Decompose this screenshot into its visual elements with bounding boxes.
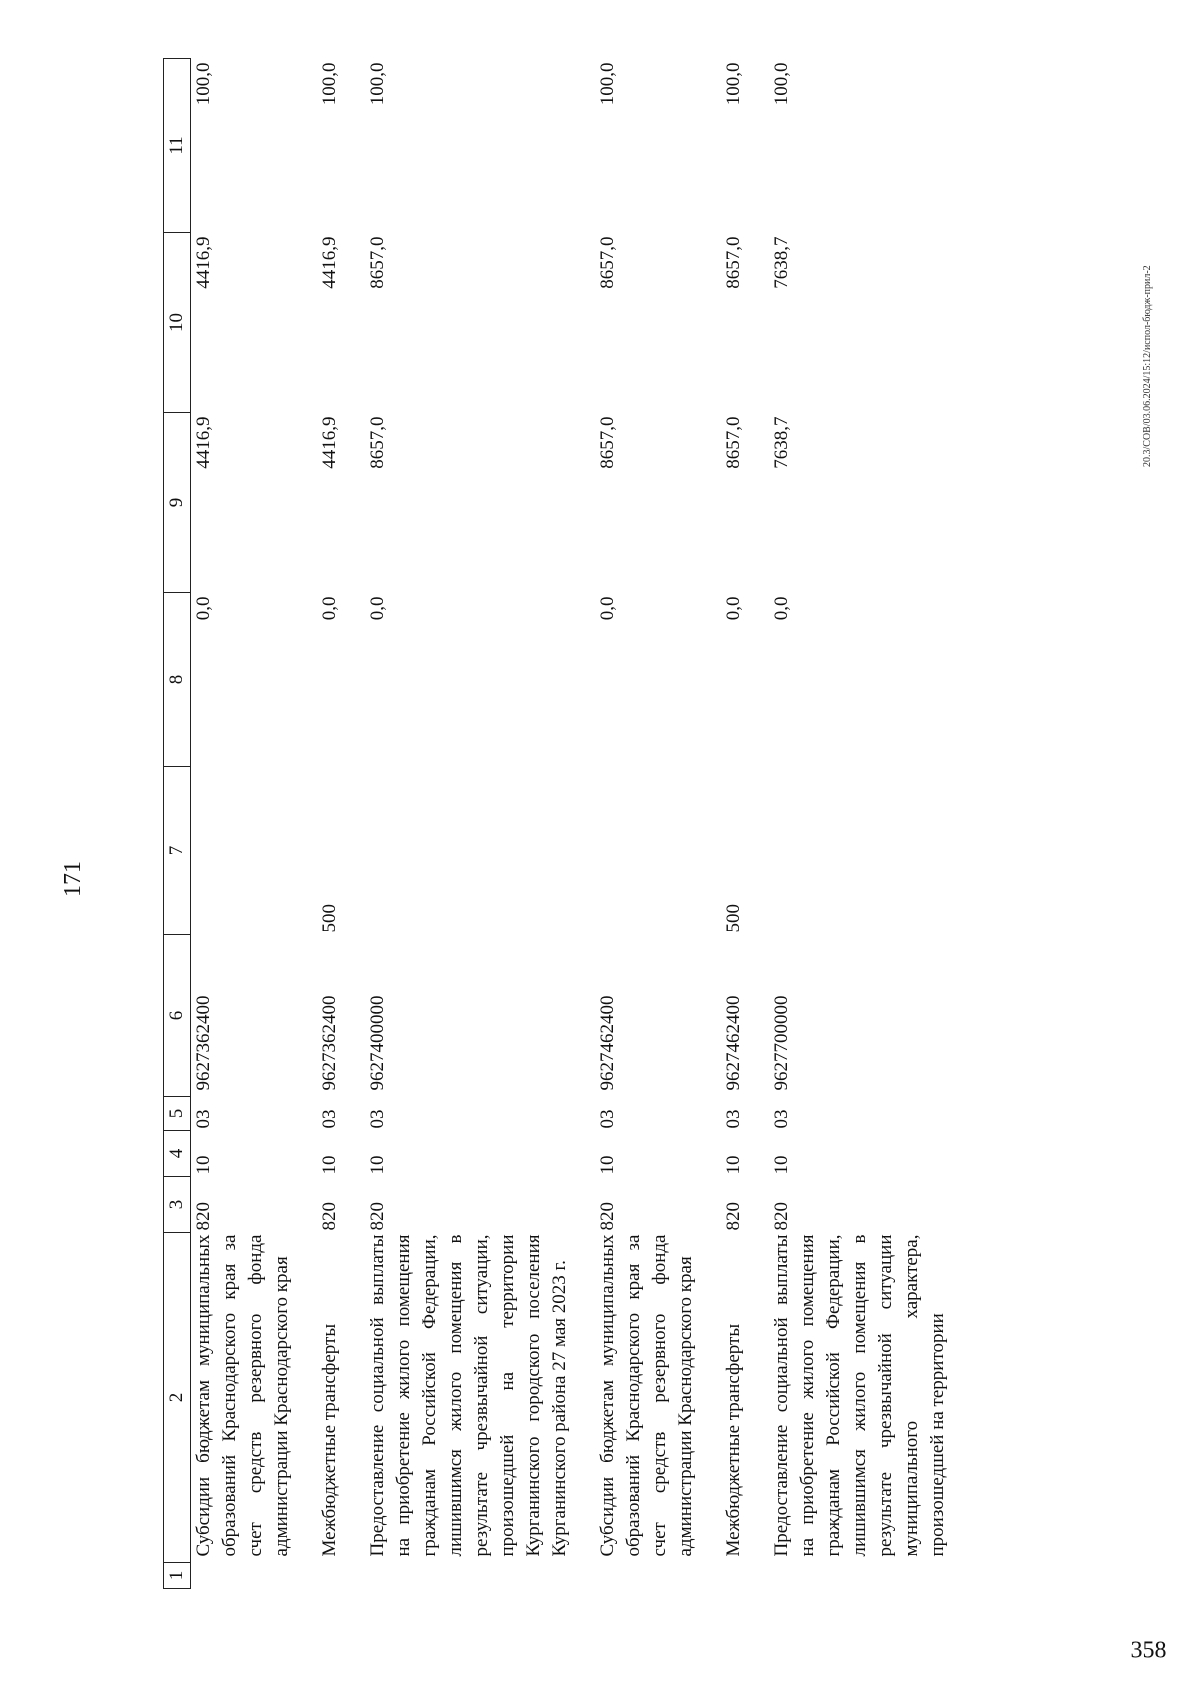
cell-description: Субсидии бюджетам муниципальных образований Краснодарского края за счет средств резервного фонда администрации Краснодарского края — [597, 1234, 696, 1557]
cell-col-3: 820 — [367, 1202, 388, 1231]
cell-col-5: 03 — [319, 1109, 340, 1129]
cell-col-3: 820 — [193, 1202, 214, 1231]
cell-col-8: 0,0 — [597, 596, 618, 621]
footer-document-code: 20.3/СОВ/03.06.2024/15:12/испол-бюдж-прил-2 — [1142, 265, 1153, 467]
cell-col-8: 0,0 — [771, 596, 792, 621]
header-col-7: 7 — [164, 767, 191, 935]
cell-col-11: 100,0 — [319, 62, 340, 106]
table-row — [721, 59, 769, 1589]
cell-col-11: 100,0 — [193, 62, 214, 106]
cell-col-5: 03 — [193, 1109, 214, 1129]
header-col-2: 2 — [164, 1233, 191, 1563]
cell-col-10: 8657,0 — [597, 236, 618, 289]
table-row — [317, 59, 365, 1589]
cell-target-article: 9627700000 — [771, 995, 792, 1091]
header-col-9: 9 — [164, 413, 191, 593]
header-col-11: 11 — [164, 59, 191, 233]
cell-expense-type — [365, 767, 595, 935]
cell-col-3: 820 — [597, 1202, 618, 1231]
cell-col-9: 8657,0 — [597, 416, 618, 469]
cell-col-4: 10 — [193, 1155, 214, 1175]
cell-col-11: 100,0 — [597, 62, 618, 106]
cell-target-article: 9627462400 — [723, 995, 744, 1091]
cell-col-8: 0,0 — [367, 596, 388, 621]
page-number: 171 — [60, 861, 86, 897]
header-col-3: 3 — [164, 1177, 191, 1233]
cell-expense-type — [769, 767, 951, 935]
cell-col-11: 100,0 — [367, 62, 388, 106]
cell-col-9: 8657,0 — [367, 416, 388, 469]
cell-col-5: 03 — [771, 1109, 792, 1129]
cell-expense-type: 500 — [723, 904, 744, 933]
table-row — [595, 59, 721, 1589]
cell-description: Межбюджетные трансферты — [723, 1323, 744, 1557]
cell-col-5: 03 — [723, 1109, 744, 1129]
header-col-5: 5 — [164, 1097, 191, 1131]
cell-col-8: 0,0 — [319, 596, 340, 621]
cell-col-1 — [191, 1563, 318, 1589]
table-row — [365, 59, 595, 1589]
cell-description: Межбюджетные трансферты — [319, 1323, 340, 1557]
cell-col-8: 0,0 — [193, 596, 214, 621]
cell-col-10: 8657,0 — [367, 236, 388, 289]
cell-col-10: 4416,9 — [319, 236, 340, 289]
header-col-8: 8 — [164, 593, 191, 767]
table-row — [191, 59, 318, 1589]
cell-col-4: 10 — [771, 1155, 792, 1175]
table-row — [769, 59, 951, 1589]
cell-col-10: 8657,0 — [723, 236, 744, 289]
cell-expense-type — [191, 767, 318, 935]
header-col-1: 1 — [164, 1563, 191, 1589]
cell-col-4: 10 — [367, 1155, 388, 1175]
header-col-6: 6 — [164, 935, 191, 1097]
sheet-number: 358 — [1130, 1637, 1167, 1664]
cell-col-1 — [365, 1563, 595, 1589]
cell-col-4: 10 — [723, 1155, 744, 1175]
cell-col-4: 10 — [597, 1155, 618, 1175]
cell-col-8: 0,0 — [723, 596, 744, 621]
header-col-4: 4 — [164, 1131, 191, 1177]
cell-col-5: 03 — [367, 1109, 388, 1129]
cell-col-4: 10 — [319, 1155, 340, 1175]
cell-expense-type: 500 — [319, 904, 340, 933]
cell-col-3: 820 — [723, 1202, 744, 1231]
cell-col-3: 820 — [771, 1202, 792, 1231]
cell-col-1 — [595, 1563, 721, 1589]
cell-col-9: 4416,9 — [193, 416, 214, 469]
cell-description: Предоставление социальной выплаты на приобретение жилого помещения гражданам Российской Федерации, лишившимся жилого помещения в результате чрезвычайной ситуации, произошедшей на территории Курганинского городского поселения Курганинского района 27 мая 2023 г. — [367, 1234, 570, 1557]
cell-target-article: 9627462400 — [597, 995, 618, 1091]
cell-col-9: 7638,7 — [771, 416, 792, 469]
cell-description: Субсидии бюджетам муниципальных образований Краснодарского края за счет средств резервного фонда администрации Краснодарского края — [193, 1234, 292, 1557]
cell-target-article: 9627362400 — [193, 995, 214, 1091]
table-header-row — [164, 59, 191, 1589]
cell-col-9: 4416,9 — [319, 416, 340, 469]
cell-target-article: 9627400000 — [367, 995, 388, 1091]
cell-target-article: 9627362400 — [319, 995, 340, 1091]
cell-col-1 — [721, 1563, 769, 1589]
cell-col-1 — [769, 1563, 951, 1589]
cell-col-10: 4416,9 — [193, 236, 214, 289]
header-col-10: 10 — [164, 233, 191, 413]
cell-col-1 — [317, 1563, 365, 1589]
cell-col-5: 03 — [597, 1109, 618, 1129]
cell-col-3: 820 — [319, 1202, 340, 1231]
cell-col-10: 7638,7 — [771, 236, 792, 289]
cell-description: Предоставление социальной выплаты на приобретение жилого помещения гражданам Российской Федерации, лишившимся жилого помещения в результате чрезвычайной ситуации муниципального характера, произошедшей на территории — [771, 1234, 948, 1557]
cell-col-11: 100,0 — [723, 62, 744, 106]
budget-table — [163, 58, 951, 1589]
cell-expense-type — [595, 767, 721, 935]
cell-col-11: 100,0 — [771, 62, 792, 106]
cell-col-9: 8657,0 — [723, 416, 744, 469]
